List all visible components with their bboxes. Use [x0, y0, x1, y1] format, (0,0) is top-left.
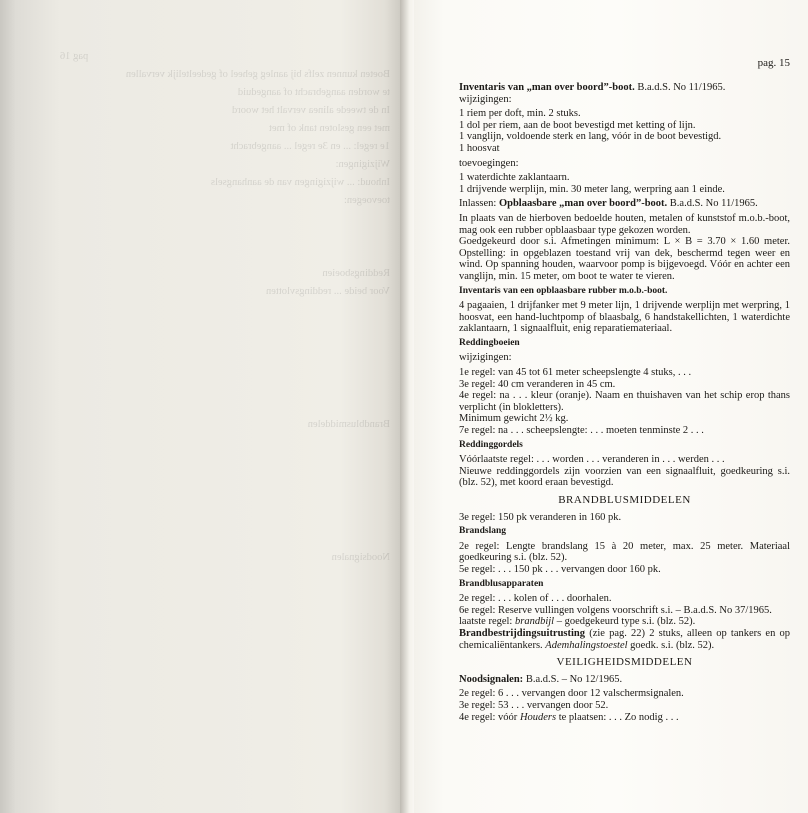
ghost-line: Reddingsboeien	[322, 268, 390, 279]
ghost-line: met een gesloten tank of met	[268, 123, 390, 134]
text-line: Vóórlaatste regel: . . . worden . . . veranderen in . . . werden . . .	[459, 454, 725, 466]
italic-term: brandbijl	[514, 616, 555, 628]
text-line	[459, 616, 790, 628]
ghost-line: Noodsignalen	[331, 552, 390, 563]
text-line: 1e regel: van 45 tot 61 meter scheepslengte 4 stuks, . . .	[459, 367, 692, 379]
subsection-heading: Inventaris van een opblaasbare rubber m.o.b.-boot.	[459, 285, 668, 296]
section-heading: BRANDBLUSMIDDELEN	[558, 494, 691, 506]
text-line: 6e regel: Reserve vullingen volgens voorschrift s.i. – B.a.d.S. No 37/1965.	[459, 604, 772, 616]
text-line: 1 drijvende werplijn, min. 30 meter lang, werpring aan 1 einde.	[459, 183, 725, 195]
text-run: 4e regel: vóór	[459, 711, 520, 723]
text-run: B.a.d.S. – No 12/1965.	[523, 673, 623, 685]
section-heading: VEILIGHEIDSMIDDELEN	[556, 656, 693, 669]
ghost-line: Boeten kunnen zelfs bij aanleg geheel of gedeeltelijk vervallen	[125, 69, 390, 80]
ghost-line: Brandblusmiddelen	[307, 419, 390, 430]
text-line: toevoegingen:	[459, 157, 519, 169]
text-line: 1 hoosvat	[459, 142, 500, 154]
text-line: 1 vanglijn, voldoende sterk en lang, vóór in de boot bevestigd.	[459, 131, 722, 143]
text-line	[459, 82, 790, 94]
text-line	[459, 674, 790, 686]
subsection-heading: Reddingboeien	[459, 337, 520, 348]
text-run: goedk. s.i. (blz. 52).	[627, 639, 715, 651]
ghost-line: In de tweede alinea vervalt het woord	[231, 105, 390, 116]
italic-term: Houders	[519, 711, 557, 723]
ghost-line: toevoegen:	[343, 195, 390, 206]
text-line	[459, 628, 790, 651]
text-line: 7e regel: na . . . scheepslengte: . . . moeten tenminste 2 . . .	[459, 425, 704, 437]
text-run: – goedgekeurd type s.i. (blz. 52).	[554, 616, 696, 628]
subsection-heading: Brandblusapparaten	[459, 578, 544, 589]
text-line: 2e regel: . . . kolen of . . . doorhalen.	[459, 593, 612, 605]
text-line: 4 pagaaien, 1 drijfanker met 9 meter lijn, 1 drijvende werplijn met werpring, 1 hoosvat, een hand-luchtpomp of blaasbalg, 6 handstakellichten, 1 waterdichte zaklantaarn, 1 signaalfluit, enig reparatiemateriaal.	[459, 300, 790, 335]
right-page	[414, 0, 808, 813]
page-body	[459, 82, 790, 723]
text-line: 3e regel: 40 cm veranderen in 45 cm.	[459, 378, 616, 390]
text-line: 1 dol per riem, aan de boot bevestigd met ketting of lijn.	[459, 119, 696, 131]
text-run: Inlassen:	[459, 198, 499, 210]
text-line: 3e regel: 150 pk veranderen in 160 pk.	[459, 511, 622, 523]
text-line: wijzigingen:	[459, 93, 512, 105]
page-number: pag. 15	[757, 57, 790, 69]
text-line: Goedgekeurd door s.i. Afmetingen minimum: L × B = 3.70 × 1.60 meter. Opstelling: in opgeblazen toestand vrij van dek, beschermd tegen weer en wind. Op spanning houden, waarvoor pomp is bijgevoegd. Vóór en achter een vanglijn, min. 15 meter, om boot te water te vieren.	[459, 236, 790, 282]
italic-term: Ademhalingstoestel	[545, 639, 628, 651]
text-line: 2e regel: Lengte brandslang 15 à 20 meter, max. 25 meter. Materiaal goedkeuring s.i. (blz. 52).	[459, 540, 790, 564]
text-line: 5e regel: . . . 150 pk . . . vervangen door 160 pk.	[459, 563, 661, 575]
bold-term: Noodsignalen:	[459, 673, 524, 685]
text-run: (zie pag. 22) 2 stuks, alleen op tankers en op chemicaliëntankers.	[459, 627, 790, 651]
text-run: B.a.d.S. No 11/1965.	[667, 198, 758, 210]
text-line	[459, 198, 790, 210]
ghost-line: Voor beide ... reddingsvlotten	[265, 286, 390, 297]
text-line: 2e regel: 6 . . . vervangen door 12 valschermsignalen.	[459, 688, 684, 700]
text-line: 3e regel: 53 . . . vervangen door 52.	[459, 699, 609, 711]
subsection-heading: Brandslang	[459, 526, 506, 537]
text-run: B.a.d.S. No 11/1965.	[634, 82, 726, 93]
text-run: te plaatsen: . . . Zo nodig . . .	[556, 711, 679, 723]
text-line: 1 riem per doft, min. 2 stuks.	[459, 108, 581, 120]
text-line: 1 waterdichte zaklantaarn.	[459, 172, 570, 184]
text-line: 4e regel: na . . . kleur (oranje). Naam en thuishaven van het schip erop thans verplicht (in blokletters).	[459, 390, 790, 413]
bold-term: Opblaasbare „man over boord”-boot.	[498, 198, 668, 210]
text-line: In plaats van de hierboven bedoelde houten, metalen of kunststof m.o.b.-boot, mag ook een rubber opblaasbaar type gekozen worden.	[459, 212, 790, 236]
ghost-line: pag 16	[60, 51, 89, 62]
show-through-text	[60, 50, 390, 790]
bold-term: Brandbestrijdingsuitrusting	[459, 627, 586, 639]
ghost-line: Wijzigingen:	[335, 159, 390, 170]
text-run: laatste regel:	[459, 616, 515, 628]
bold-term: Inventaris van „man over boord”-boot.	[459, 82, 635, 93]
subsection-heading: Reddinggordels	[459, 439, 523, 450]
text-line: Nieuwe reddinggordels zijn voorzien van een signaalfluit, goedkeuring s.i. (blz. 52), met koord eraan bevestigd.	[459, 465, 790, 489]
ghost-line: Inhoud: ... wijzigingen van de aanhangsels	[210, 177, 390, 188]
text-line	[459, 712, 790, 724]
ghost-line: 1e regel: ... en 3e regel ... aangebracht	[230, 141, 390, 152]
text-line: wijzigingen:	[459, 352, 512, 364]
text-line: Minimum gewicht 2½ kg.	[459, 413, 569, 425]
ghost-line: te worden aangebracht of aangeduid	[237, 87, 390, 98]
